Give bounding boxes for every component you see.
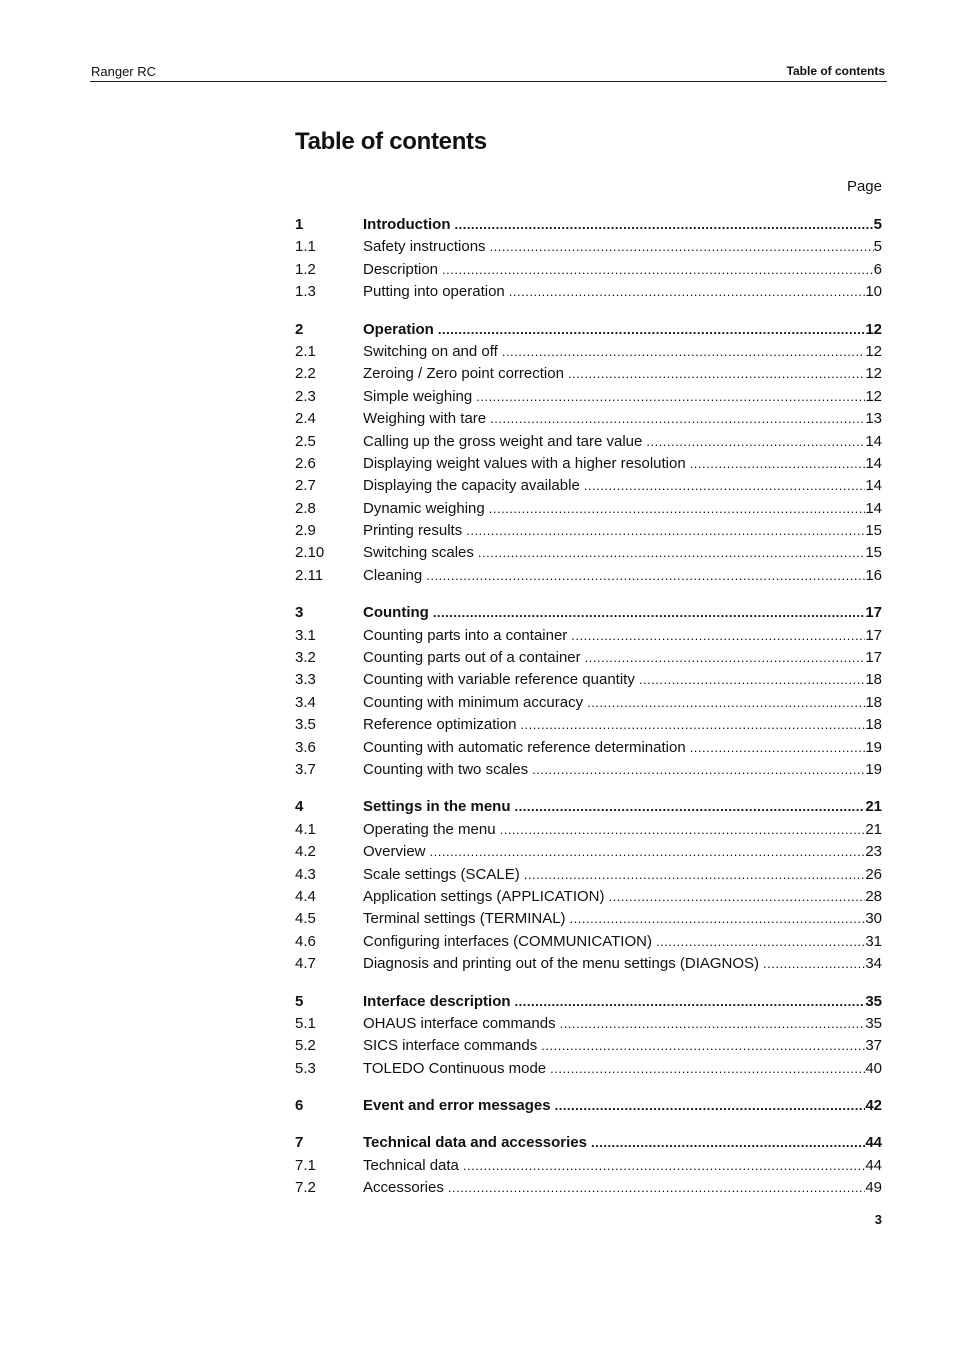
toc-entry-title: OHAUS interface commands — [363, 1014, 556, 1032]
toc-dot-leader — [591, 1132, 865, 1154]
toc-entry-number: 1.3 — [295, 283, 316, 301]
toc-entry-title: Simple weighing — [363, 387, 473, 405]
toc-entry-page: 14 — [865, 477, 882, 495]
toc-entry-number: 2.11 — [295, 566, 324, 584]
toc-entry-title: Overview — [363, 843, 426, 861]
toc-dot-leader — [490, 408, 865, 430]
toc-subsection-entry — [295, 1035, 882, 1057]
toc-subsection-entry — [295, 542, 882, 564]
toc-entry-number: 3 — [295, 604, 304, 622]
toc-entry-number: 2.5 — [295, 432, 316, 450]
toc-entry-number: 5 — [295, 992, 304, 1010]
toc-dot-leader — [587, 692, 865, 714]
toc-dot-leader — [639, 669, 865, 691]
running-header-left: Ranger RC — [91, 64, 157, 79]
toc-entry-title: Introduction — [363, 216, 451, 233]
toc-entry-page: 19 — [865, 738, 882, 756]
toc-dot-leader — [489, 498, 866, 520]
toc-entry-number: 1 — [295, 216, 304, 233]
toc-subsection-entry — [295, 931, 882, 953]
toc-entry-number: 4.7 — [295, 955, 316, 973]
toc-dot-leader — [478, 542, 865, 564]
toc-dot-leader — [466, 520, 865, 542]
toc-entry-page: 18 — [865, 671, 882, 689]
toc-entry-page: 28 — [865, 887, 882, 905]
toc-dot-leader — [430, 841, 866, 863]
toc-entry-page: 17 — [865, 649, 882, 667]
toc-dot-leader — [515, 796, 866, 818]
toc-subsection-entry — [295, 714, 882, 736]
toc-entry-number: 1.1 — [295, 238, 316, 256]
toc-entry-number: 2.4 — [295, 410, 316, 428]
toc-entry-title: Switching on and off — [363, 342, 498, 360]
table-of-contents — [295, 214, 882, 1215]
toc-dot-leader — [690, 453, 866, 475]
toc-dot-leader — [454, 214, 873, 236]
toc-subsection-entry — [295, 1058, 882, 1080]
toc-entry-number: 3.6 — [295, 738, 316, 756]
toc-subsection-entry — [295, 363, 882, 385]
toc-dot-leader — [438, 319, 865, 341]
toc-section — [295, 991, 882, 1081]
toc-entry-page: 5 — [873, 238, 882, 256]
toc-entry-title: Switching scales — [363, 544, 474, 562]
toc-subsection-entry — [295, 669, 882, 691]
toc-subsection-entry — [295, 453, 882, 475]
toc-subsection-entry — [295, 386, 882, 408]
toc-section — [295, 214, 882, 304]
toc-dot-leader — [560, 1013, 866, 1035]
toc-subsection-entry — [295, 520, 882, 542]
header-rule — [90, 81, 887, 82]
toc-subsection-entry — [295, 841, 882, 863]
toc-subsection-entry — [295, 647, 882, 669]
toc-entry-number: 1.2 — [295, 260, 316, 278]
toc-entry-number: 7 — [295, 1134, 304, 1152]
toc-entry-title: Application settings (APPLICATION) — [363, 887, 605, 905]
toc-entry-page: 13 — [865, 410, 882, 428]
toc-subsection-entry — [295, 886, 882, 908]
toc-entry-number: 2.3 — [295, 387, 316, 405]
toc-dot-leader — [433, 602, 866, 624]
toc-entry-title: Zeroing / Zero point correction — [363, 365, 564, 383]
toc-entry-title: Diagnosis and printing out of the menu settings (DIAGNOS) — [363, 955, 760, 973]
toc-dot-leader — [555, 1095, 866, 1117]
toc-entry-title: TOLEDO Continuous mode — [363, 1059, 547, 1077]
toc-subsection-entry — [295, 236, 882, 258]
toc-entry-number: 5.1 — [295, 1014, 316, 1032]
toc-entry-title: Counting parts into a container — [363, 626, 568, 644]
toc-entry-page: 23 — [865, 843, 882, 861]
toc-dot-leader — [476, 386, 865, 408]
toc-entry-number: 5.3 — [295, 1059, 316, 1077]
toc-entry-page: 42 — [865, 1097, 882, 1115]
toc-entry-page: 18 — [865, 716, 882, 734]
toc-entry-page: 34 — [865, 955, 882, 973]
toc-entry-number: 3.5 — [295, 716, 316, 734]
toc-entry-page: 37 — [865, 1037, 882, 1055]
toc-entry-number: 4.1 — [295, 820, 316, 838]
toc-dot-leader — [584, 475, 866, 497]
toc-section-entry — [295, 602, 882, 624]
toc-subsection-entry — [295, 819, 882, 841]
toc-subsection-entry — [295, 408, 882, 430]
toc-subsection-entry — [295, 259, 882, 281]
toc-entry-number: 6 — [295, 1097, 304, 1115]
toc-entry-title: Counting — [363, 604, 429, 622]
toc-entry-page: 30 — [865, 910, 882, 928]
toc-entry-title: SICS interface commands — [363, 1037, 538, 1055]
toc-entry-title: Displaying weight values with a higher resolution — [363, 454, 686, 472]
toc-entry-title: Counting parts out of a container — [363, 649, 581, 667]
toc-entry-number: 3.7 — [295, 760, 316, 778]
toc-subsection-entry — [295, 692, 882, 714]
toc-entry-title: Weighing with tare — [363, 410, 487, 428]
toc-entry-number: 2.9 — [295, 522, 316, 540]
toc-dot-leader — [550, 1058, 865, 1080]
toc-subsection-entry — [295, 1155, 882, 1177]
toc-entry-page: 10 — [865, 283, 882, 301]
toc-entry-page: 14 — [865, 499, 882, 517]
toc-entry-page: 19 — [865, 760, 882, 778]
toc-entry-title: Cleaning — [363, 566, 423, 584]
toc-entry-title: Counting with variable reference quantity — [363, 671, 635, 689]
toc-entry-number: 4 — [295, 798, 304, 816]
toc-entry-page: 31 — [865, 932, 882, 950]
toc-entry-number: 2.8 — [295, 499, 316, 517]
toc-entry-number: 2.7 — [295, 477, 316, 495]
toc-entry-number: 4.3 — [295, 865, 316, 883]
toc-dot-leader — [524, 864, 866, 886]
toc-subsection-entry — [295, 759, 882, 781]
toc-dot-leader — [448, 1177, 865, 1199]
toc-entry-page: 17 — [865, 626, 882, 644]
toc-entry-page: 16 — [865, 566, 882, 584]
toc-entry-page: 40 — [865, 1059, 882, 1077]
toc-entry-page: 44 — [865, 1156, 882, 1174]
toc-section — [295, 602, 882, 781]
toc-entry-title: Operation — [363, 320, 434, 338]
toc-subsection-entry — [295, 953, 882, 975]
toc-entry-number: 2.2 — [295, 365, 316, 383]
toc-entry-title: Interface description — [363, 992, 511, 1010]
toc-entry-number: 3.2 — [295, 649, 316, 667]
toc-entry-number: 4.6 — [295, 932, 316, 950]
toc-dot-leader — [520, 714, 865, 736]
toc-entry-page: 26 — [865, 865, 882, 883]
toc-entry-page: 49 — [865, 1179, 882, 1197]
toc-entry-title: Counting with minimum accuracy — [363, 693, 584, 711]
toc-entry-title: Dynamic weighing — [363, 499, 485, 517]
toc-entry-page: 35 — [865, 1014, 882, 1032]
toc-entry-title: Operating the menu — [363, 820, 496, 838]
toc-entry-page: 12 — [865, 365, 882, 383]
toc-section — [295, 796, 882, 975]
toc-dot-leader — [442, 259, 874, 281]
toc-entry-title: Settings in the menu — [363, 798, 511, 816]
toc-entry-page: 21 — [865, 820, 882, 838]
toc-entry-title: Calling up the gross weight and tare value — [363, 432, 643, 450]
toc-subsection-entry — [295, 625, 882, 647]
toc-entry-page: 6 — [873, 260, 882, 278]
toc-dot-leader — [568, 363, 865, 385]
toc-entry-title: Accessories — [363, 1179, 444, 1197]
toc-entry-title: Reference optimization — [363, 716, 517, 734]
toc-dot-leader — [541, 1035, 865, 1057]
toc-subsection-entry — [295, 864, 882, 886]
toc-entry-page: 12 — [865, 320, 882, 338]
toc-subsection-entry — [295, 737, 882, 759]
toc-dot-leader — [426, 565, 865, 587]
toc-subsection-entry — [295, 1013, 882, 1035]
toc-entry-title: Configuring interfaces (COMMUNICATION) — [363, 932, 652, 950]
toc-dot-leader — [532, 759, 865, 781]
toc-section-entry — [295, 319, 882, 341]
toc-section-entry — [295, 796, 882, 818]
toc-subsection-entry — [295, 341, 882, 363]
page-title: Table of contents — [295, 128, 487, 155]
toc-dot-leader — [585, 647, 866, 669]
toc-entry-title: Counting with two scales — [363, 760, 529, 778]
toc-subsection-entry — [295, 431, 882, 453]
toc-entry-page: 12 — [865, 387, 882, 405]
toc-entry-page: 18 — [865, 693, 882, 711]
toc-entry-number: 2.1 — [295, 342, 316, 360]
toc-dot-leader — [690, 737, 866, 759]
toc-entry-title: Putting into operation — [363, 283, 505, 301]
toc-dot-leader — [571, 625, 865, 647]
toc-entry-page: 17 — [865, 604, 882, 622]
toc-entry-page: 12 — [865, 342, 882, 360]
page-number: 3 — [874, 1212, 882, 1227]
toc-entry-page: 5 — [873, 216, 882, 233]
toc-dot-leader — [515, 991, 866, 1013]
toc-entry-page: 44 — [865, 1134, 882, 1152]
toc-entry-number: 2.6 — [295, 454, 316, 472]
toc-dot-leader — [500, 819, 866, 841]
toc-section-entry — [295, 991, 882, 1013]
toc-subsection-entry — [295, 565, 882, 587]
toc-entry-number: 3.3 — [295, 671, 316, 689]
toc-entry-number: 7.2 — [295, 1179, 316, 1197]
toc-entry-number: 5.2 — [295, 1037, 316, 1055]
toc-entry-page: 21 — [865, 798, 882, 816]
toc-dot-leader — [509, 281, 866, 303]
toc-entry-title: Printing results — [363, 522, 463, 540]
toc-entry-number: 3.4 — [295, 693, 316, 711]
toc-entry-title: Safety instructions — [363, 238, 486, 256]
toc-section — [295, 1095, 882, 1117]
toc-entry-number: 4.5 — [295, 910, 316, 928]
toc-entry-title: Event and error messages — [363, 1097, 551, 1115]
toc-entry-title: Description — [363, 260, 439, 278]
toc-entry-title: Technical data — [363, 1156, 459, 1174]
toc-entry-number: 2.10 — [295, 544, 325, 562]
toc-entry-number: 4.2 — [295, 843, 316, 861]
toc-subsection-entry — [295, 908, 882, 930]
toc-entry-title: Counting with automatic reference determination — [363, 738, 686, 756]
toc-dot-leader — [656, 931, 865, 953]
toc-entry-title: Displaying the capacity available — [363, 477, 580, 495]
toc-entry-page: 14 — [865, 432, 882, 450]
toc-dot-leader — [608, 886, 865, 908]
toc-entry-number: 3.1 — [295, 626, 316, 644]
toc-section-entry — [295, 1095, 882, 1117]
toc-dot-leader — [763, 953, 865, 975]
toc-subsection-entry — [295, 1177, 882, 1199]
toc-entry-number: 4.4 — [295, 887, 316, 905]
toc-entry-page: 15 — [865, 522, 882, 540]
page-column-label: Page — [846, 178, 882, 195]
toc-subsection-entry — [295, 475, 882, 497]
toc-entry-page: 14 — [865, 454, 882, 472]
toc-dot-leader — [502, 341, 865, 363]
toc-entry-title: Technical data and accessories — [363, 1134, 587, 1152]
toc-dot-leader — [490, 236, 874, 258]
toc-section-entry — [295, 1132, 882, 1154]
toc-entry-page: 15 — [865, 544, 882, 562]
running-header-right: Table of contents — [786, 64, 885, 78]
toc-entry-title: Terminal settings (TERMINAL) — [363, 910, 566, 928]
toc-section — [295, 1132, 882, 1199]
toc-entry-number: 7.1 — [295, 1156, 316, 1174]
toc-dot-leader — [570, 908, 866, 930]
toc-subsection-entry — [295, 498, 882, 520]
toc-dot-leader — [463, 1155, 865, 1177]
toc-section-entry — [295, 214, 882, 236]
toc-entry-number: 2 — [295, 320, 304, 338]
toc-section — [295, 319, 882, 588]
toc-entry-title: Scale settings (SCALE) — [363, 865, 520, 883]
toc-dot-leader — [646, 431, 865, 453]
toc-subsection-entry — [295, 281, 882, 303]
toc-entry-page: 35 — [865, 992, 882, 1010]
